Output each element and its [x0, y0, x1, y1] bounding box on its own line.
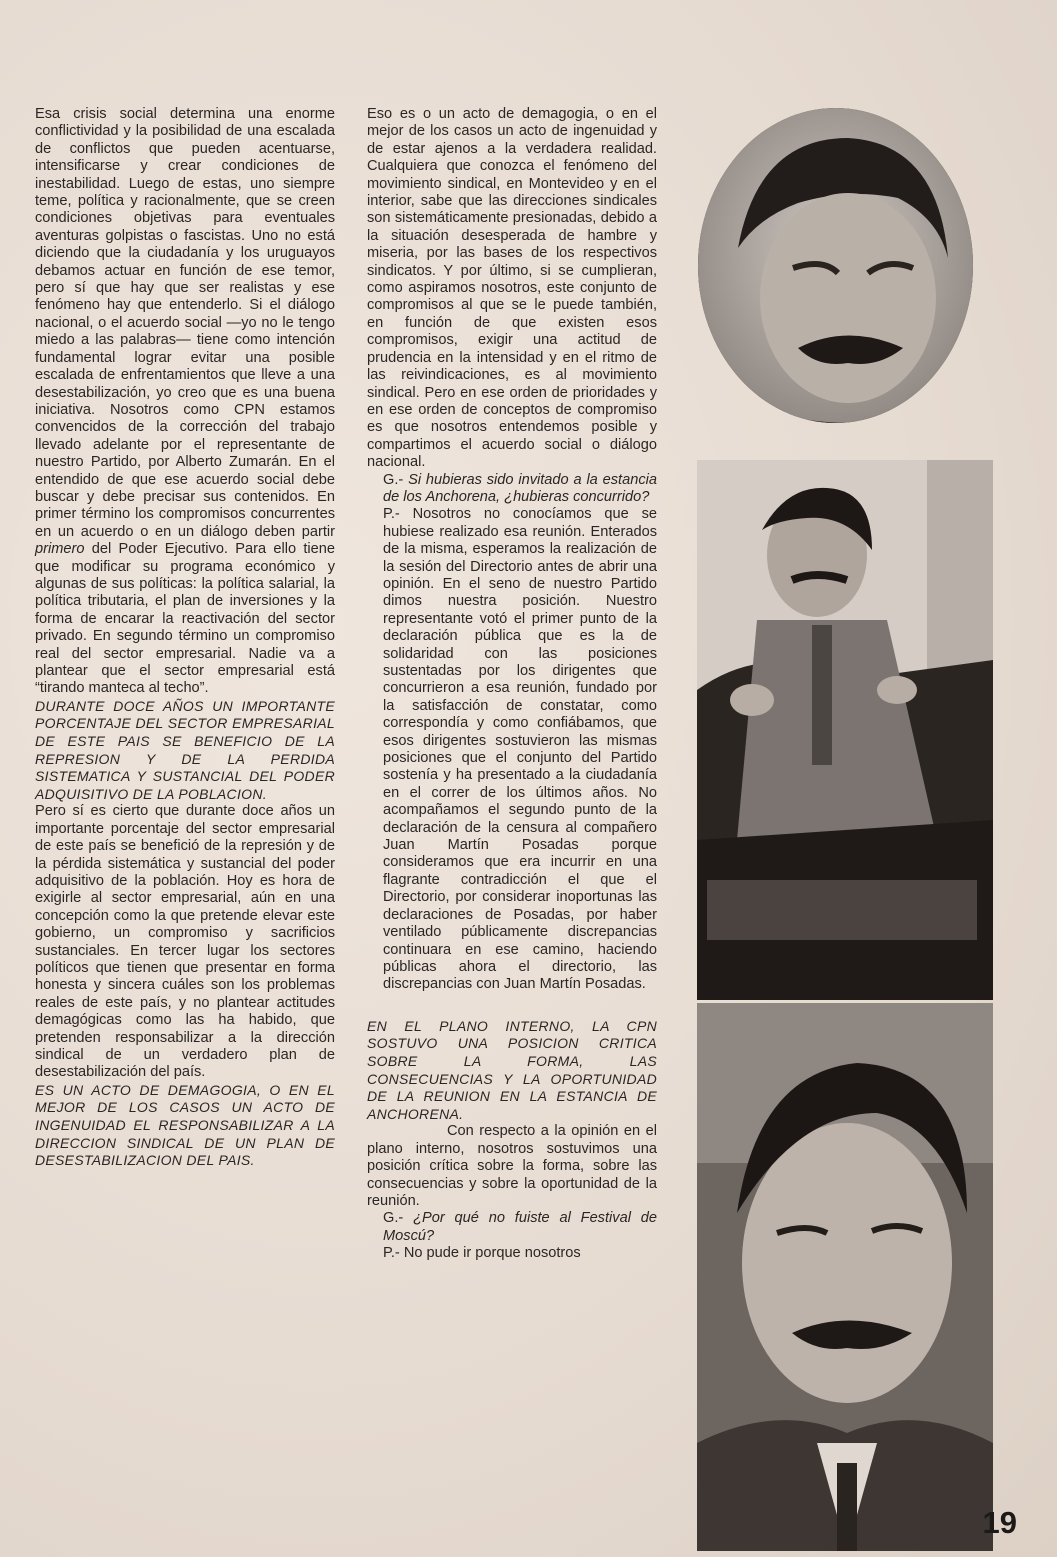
question: [367, 1210, 657, 1245]
paragraph: Eso es o un acto de demagogia, o en el mejor de los casos un acto de ingenuidad y de estar ajenos a la verdadera realidad. Cualquiera que conozca el fenómeno del movimiento sindical, en Montevideo y en el interior, sabe que las direcciones sindicales son sistemáticamente presionadas, debido a la situación desesperada de hambre y miseria, por las bases de los respectivos sindicatos. Y por último, si se cumplieran, como aspiramos nosotros, este conjunto de compromisos al que se le puede también, en función de que existen esos compromisos, exigir una actitud de prudencia en la intensidad y en el ritmo de las reivindicaciones, es al movimiento sindical. Pero en ese orden de prioridades y en ese orden de conceptos de compromiso es que nosotros entendemos posible y compartimos el acuerdo social o diálogo nacional.: [367, 106, 657, 471]
paragraph: Pero sí es cierto que durante doce años un importante porcentaje del sector empresarial de este país se benefició de la represión y de la pérdida sistemática y sustancial del poder adquisitivo de la población. Hoy es hora de exigirle al sector empresarial, aún en una concepción como la que pretende elevar este gobierno, un compromiso y sacrificios sustanciales. En tercer lugar los sectores políticos que tienen que presentar en forma honesta y sincera cuáles son los problemas reales de este país, y no plantear actitudes demagógicas como las ha habido, que pretenden responsabilizar a la dirección sindical de un verdadero plan de desestabilización del país.: [35, 803, 335, 1081]
paragraph-text: Esa crisis social determina una enorme conflictividad y la posibilidad de una escalada de conflictos que pueden acentuarse, intensificarse y crear condiciones de inestabilidad. Luego de estas, uno siempre teme, política y racionalmente, que se creen condiciones objetivas para eventuales aventuras golpistas o fascistas. Uno no está diciendo que la ciudadanía y los uruguayos debamos actuar en función de ese temor, pero sí que hay que ser realistas y ese fenómeno hay que entenderlo. Si el diálogo nacional, o el acuerdo social —yo no le tengo miedo a las palabras— tiene como intención fundamental lograr evitar una posible escalada de enfrentamientos que lleve a una desestabilización, yo creo que es una buena iniciativa. Nosotros como CPN estamos convencidos de la corrección del trabajo llevado adelante por el representante de nuestro Partido, por Alberto Zumarán. En el entendido de que ese acuerdo social debe buscar y debe precisar sus contenidos. En primer término los compromisos concurrentes en un acuerdo o en un diálogo deben partir: [35, 106, 335, 540]
pull-quote: EN EL PLANO INTERNO, LA CPN SOSTUVO UNA POSICION CRITICA SOBRE LA FORMA, LAS CONSECUENCIAS Y LA OPORTUNIDAD DE LA REUNION EN LA ESTANCIA DE ANCHORENA.: [367, 1017, 657, 1122]
interviewer-label: G.-: [383, 471, 404, 488]
paragraph-text: del Poder Ejecutivo. Para ello tiene que modificar su programa económico y algunas de sus políticas: la política salarial, la política tributaria, el plan de inversiones y la forma de encarar la reactivación del sector privado. En segundo término un compromiso real del sector empresarial. Nadie va a plantear que el sector empresarial está “tirando manteca al techo”.: [35, 541, 335, 697]
question-text: Si hubieras sido invitado a la estancia de los Anchorena, ¿hubieras concurrido?: [383, 471, 657, 505]
question-text: ¿Por qué no fuiste al Festival de Moscú?: [383, 1210, 657, 1244]
interviewer-label: G.-: [383, 1210, 404, 1227]
pull-quote: ES UN ACTO DE DEMAGOGIA, O EN EL MEJOR DE LOS CASOS UN ACTO DE INGENUIDAD EL RESPONSABILIZAR A LA DIRECCION SINDICAL DE UN PLAN DE DESESTABILIZACION DEL PAIS.: [35, 1081, 335, 1169]
portrait-closeup-photo: [697, 1003, 993, 1551]
page-number: 19: [982, 1505, 1017, 1540]
portrait-photo-circle: [698, 108, 973, 423]
text-column-left: [35, 106, 335, 1170]
interviewee-label: P.-: [383, 1245, 400, 1262]
text-column-middle: [367, 106, 657, 1263]
paragraph: [35, 106, 335, 698]
interviewee-label: P.-: [383, 506, 400, 523]
italic-word: primero: [35, 541, 85, 558]
seated-man-photo: [697, 460, 993, 1000]
answer: [367, 506, 657, 993]
question: [367, 472, 657, 507]
pull-quote: DURANTE DOCE AÑOS UN IMPORTANTE PORCENTAJE DEL SECTOR EMPRESARIAL DE ESTE PAIS SE BENEFICIO DE LA REPRESION Y DE LA PERDIDA SISTEMATICA Y SUSTANCIAL DEL PODER ADQUISITIVO DE LA POBLACION.: [35, 697, 335, 802]
paragraph: Con respecto a la opinión en el plano interno, nosotros sostuvimos una posición crítica sobre la forma, sobre las consecuencias y sobre la oportunidad de la reunión.: [367, 1123, 657, 1209]
answer-text: Nosotros no conocíamos que se hubiese realizado esa reunión. Enterados de la misma, esperamos la realización de la sesión del Directorio antes de abrir una opinión. En el seno de nuestro Partido dimos nuestra posición. Nuestro representante votó el primer punto de la declaración pública que es la de solidaridad con las posiciones sustentadas por los dirigentes que concurrieron a esa reunión, fundado por la satisfacción de constatar, como correspondía y como confiábamos, que esos dirigentes sostuvieron las mismas posiciones que el conjunto del Partido sostenía y ha presentado a la ciudadanía en el correr de los últimos años. No acompañamos el segundo punto de la declaración de la censura al compañero Juan Martín Posadas porque consideramos que era incurrir en una flagrante contradicción el que el Directorio, por considerar inoportunas las declaraciones de Posadas, por haber ventilado públicamente discrepancias continuara en ese camino, haciendo públicas ahora el directorio, las discrepancias con Juan Martín Posadas.: [383, 506, 657, 993]
answer: [367, 1245, 657, 1262]
answer-text: No pude ir porque nosotros: [403, 1245, 581, 1262]
